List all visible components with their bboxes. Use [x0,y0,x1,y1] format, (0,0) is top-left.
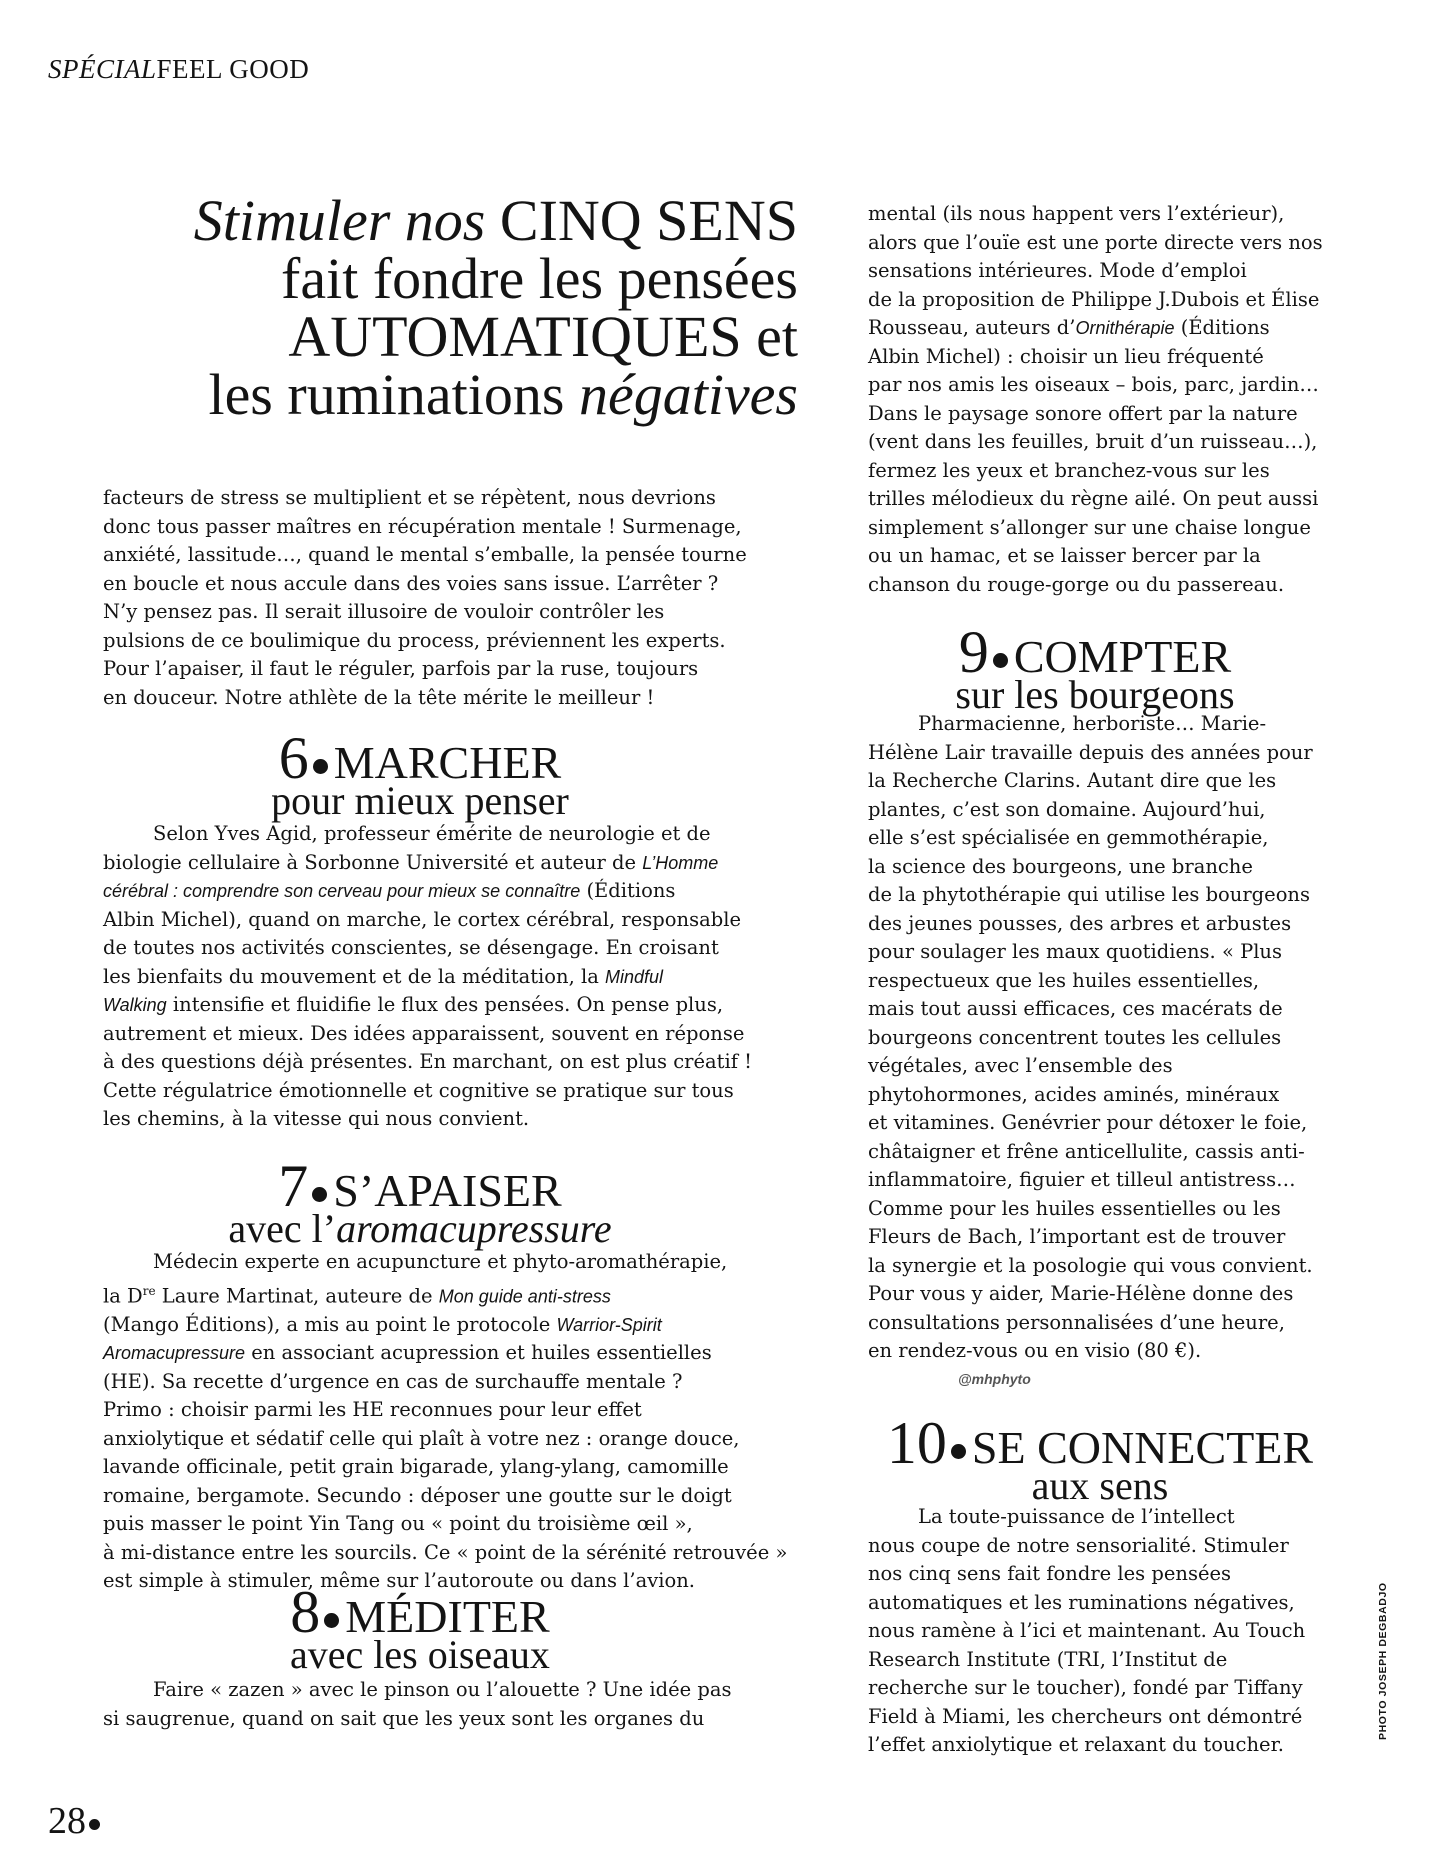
text-line: recherche sur le toucher), fondé par Tiffany [868,1676,1303,1699]
bullet-dot [313,759,328,774]
headline-part: fait fondre les pensées [281,246,798,311]
text-span: les bienfaits du mouvement et de la méditation, la [103,964,606,988]
section-subtitle-italic: aromacupressure [336,1206,612,1251]
page-number [48,1802,100,1840]
text-line: puis masser le point Yin Tang ou « point du troisième œil », [103,1512,693,1535]
section-subtitle: avec l’ [228,1206,337,1251]
section-title: MÉDITER [345,1591,550,1642]
text-line: châtaigner et frêne anticellulite, cassis anti- [868,1139,1305,1163]
text-line: plantes, c’est son domaine. Aujourd’hui, [868,797,1266,821]
section-number: 6 [278,725,309,791]
text-line: Faire « zazen » avec le pinson ou l’alouette ? Une idée pas [153,1678,732,1701]
text-span: (Éditions [580,879,676,902]
text-span: biologie cellulaire à Sorbonne Université et auteur de [103,850,643,874]
text-line: Pharmacienne, herboriste… Marie- [918,712,1267,735]
text-line: des jeunes pousses, des arbres et arbustes [868,911,1292,935]
photo-credit: PHOTO JOSEPH DEGBADJO [1377,1582,1389,1740]
text-line: de toutes nos activités conscientes, se désengage. En croisant [103,936,719,959]
text-line: Fleurs de Bach, l’important est de trouver [868,1225,1286,1248]
text-line: simplement s’allonger sur une chaise longue [868,515,1311,539]
text-line: (vent dans les feuilles, bruit d’un ruisseau…), [868,430,1318,453]
section-number: 8 [290,1579,321,1645]
text-line: nos cinq sens fait fondre les pensées [868,1562,1232,1585]
text-line: Research Institute (TRI, l’Institut de [868,1647,1228,1671]
text-line: de la proposition de Philippe J.Dubois et Élise [868,287,1320,311]
text-line: chanson du rouge-gorge ou du passereau. [868,572,1285,596]
text-span: (Mango Éditions), a mis au point le protocole [103,1312,557,1336]
text-line: et vitamines. Genévrier pour détoxer le foie, [868,1111,1308,1134]
running-header [48,54,309,85]
section-subtitle: sur les bourgeons [955,672,1235,717]
section-title: COMPTER [1013,631,1232,682]
text-line: fermez les yeux et branchez-vous sur les [868,458,1270,482]
text-line: Cette régulatrice émotionnelle et cognitive se pratique sur tous [103,1078,734,1102]
text-line: anxiolytique et sédatif celle qui plaît à votre nez : orange douce, [103,1426,740,1450]
text-line: pulsions de ce boulimique du process, préviennent les experts. [103,628,726,652]
section-title: SE CONNECTER [971,1422,1314,1473]
text-line: en boucle et nous accule dans des voies sans issue. L’arrêter ? [103,571,719,595]
text-line: ou un hamac, et se laisser bercer par la [868,544,1261,567]
section-7-body [103,1248,788,1596]
text-line: Hélène Lair travaille depuis des années pour [868,740,1313,764]
text-line: par nos amis les oiseaux – bois, parc, jardin… [868,373,1319,396]
text-line: automatiques et les ruminations négatives, [868,1590,1295,1614]
page-number-value: 28 [48,1800,86,1842]
text-line: la synergie et la posologie qui vous convient. [868,1253,1313,1277]
text-line: en douceur. Notre athlète de la tête mérite le meilleur ! [103,685,655,709]
text-span: la D [103,1284,143,1307]
book-title: cérébral : comprendre son cerveau pour mieux se connaître [103,881,581,901]
section-title: S’APAISER [333,1165,562,1216]
italic-term: Mindful [605,966,664,987]
text-line: La toute-puissance de l’intellect [918,1505,1235,1528]
text-line: romaine, bergamote. Secundo : déposer une goutte sur le doigt [103,1483,732,1507]
text-line: Field à Miami, les chercheurs ont démontré [868,1704,1303,1728]
bullet-dot [993,653,1008,668]
section-9-heading [895,619,1295,717]
section-10-heading [880,1410,1320,1508]
text-line: l’effet anxiolytique et relaxant du toucher. [868,1733,1284,1756]
headline-part: et [741,304,798,369]
text-line: facteurs de stress se multiplient et se répètent, nous devrions [103,486,716,509]
text-line: N’y pensez pas. Il serait illusoire de vouloir contrôler les [103,600,665,623]
book-title: Ornithérapie [1075,318,1175,338]
text-line: Pour l’apaiser, il faut le réguler, parfois par la ruse, toujours [103,657,699,680]
headline-part: les ruminations [208,362,579,427]
italic-term: Walking [103,995,167,1015]
header-section: FEEL GOOD [156,54,310,84]
text-line: inflammatoire, figuier et tilleul antistress… [868,1168,1296,1191]
headline-part: AUTOMATIQUES [288,304,742,369]
bullet-dot [89,1819,100,1830]
section-title: MARCHER [333,737,562,788]
text-line: est simple à stimuler, même sur l’autoroute ou dans l’avion. [103,1569,695,1592]
headline [100,188,798,427]
text-line: donc tous passer maîtres en récupération mentale ! Surmenage, [103,514,742,538]
text-span: Laure Martinat, auteure de [155,1284,439,1307]
text-span: (Éditions [1174,316,1270,339]
text-line: en rendez-vous ou en visio (80 €). [868,1339,1202,1362]
bullet-dot [312,1187,327,1202]
text-line: anxiété, lassitude…, quand le mental s’emballe, la pensée tourne [103,543,747,566]
section-9-body [868,710,1348,1366]
text-line: mental (ils nous happent vers l’extérieur), [868,202,1285,225]
headline-part: négatives [578,362,798,427]
text-line: végétales, avec l’ensemble des [868,1054,1173,1077]
text-line: nous ramène à l’ici et maintenant. Au Touch [868,1619,1306,1642]
text-line: Comme pour les huiles essentielles ou les [868,1196,1281,1220]
section-7-heading [60,1153,780,1251]
text-span: en associant acupression et huiles essentielles [245,1341,712,1364]
text-line: lavande officinale, petit grain bigarade, ylang-ylang, camomille [103,1455,729,1478]
text-line: alors que l’ouïe est une porte directe vers nos [868,230,1323,254]
bullet-dot [324,1613,339,1628]
book-title: Mon guide anti-stress [438,1286,611,1306]
book-title: L’Homme [642,852,719,873]
text-line: respectueux que les huiles essentielles, [868,968,1260,992]
text-line: Pour vous y aider, Marie-Hélène donne des [868,1282,1294,1305]
text-line: elle s’est spécialisée en gemmothérapie, [868,826,1269,849]
text-span: intensifie et fluidifie le flux des pensées. On pense plus, [166,993,724,1016]
text-line: de la phytothérapie qui utilise les bourgeons [868,883,1310,906]
header-special: SPÉCIAL [48,54,157,84]
italic-term: Aromacupressure [103,1343,246,1363]
text-line: la science des bourgeons, une branche [868,854,1253,878]
text-line: trilles mélodieux du règne ailé. On peut aussi [868,487,1319,510]
instagram-handle: @mhphyto [958,1371,1031,1387]
headline-part: CINQ SENS [499,188,798,253]
section-8-body-right [868,200,1348,599]
text-line: à mi-distance entre les sourcils. Ce « point de la sérénité retrouvée » [103,1540,788,1564]
text-line: Albin Michel) : choisir un lieu fréquenté [868,344,1264,368]
headline-part: Stimuler nos [193,188,500,253]
text-line: pour soulager les maux quotidiens. « Plus [868,940,1282,963]
text-line: nous coupe de notre sensorialité. Stimuler [868,1533,1289,1557]
section-number: 10 [886,1410,947,1476]
text-line: à des questions déjà présentes. En marchant, on est plus créatif ! [103,1050,752,1073]
text-line: mais tout aussi efficaces, ces macérats de [868,997,1283,1020]
italic-term: Warrior-Spirit [556,1314,662,1335]
bullet-dot [951,1444,966,1459]
section-6-heading [60,725,780,823]
text-line: bourgeons concentrent toutes les cellules [868,1025,1282,1049]
text-line: les chemins, à la vitesse qui nous convient. [103,1107,530,1130]
section-number: 9 [958,619,989,685]
section-10-body [868,1503,1348,1760]
superscript: re [142,1283,156,1298]
text-line: Albin Michel), quand on marche, le cortex cérébral, responsable [103,907,741,931]
text-line: si saugrenue, quand on sait que les yeux sont les organes du [103,1706,705,1730]
text-line: sensations intérieures. Mode d’emploi [868,259,1247,282]
section-subtitle: avec les oiseaux [290,1632,550,1677]
text-line: consultations personnalisées d’une heure, [868,1310,1285,1334]
section-number: 7 [278,1153,309,1219]
text-line: Primo : choisir parmi les HE reconnues pour leur effet [103,1398,642,1421]
section-8-body-left [103,1676,733,1733]
intro-paragraph [103,484,747,712]
text-line: Dans le paysage sonore offert par la nature [868,401,1298,425]
text-span: Rousseau, auteurs d’ [868,316,1076,339]
section-subtitle: pour mieux penser [271,778,569,823]
text-line: autrement et mieux. Des idées apparaissent, souvent en réponse [103,1021,745,1045]
section-subtitle: aux sens [1031,1463,1169,1508]
text-line: Médecin experte en acupuncture et phyto-aromathérapie, [153,1250,728,1273]
text-line: la Recherche Clarins. Autant dire que les [868,769,1277,792]
text-line: phytohormones, acides aminés, minéraux [868,1082,1280,1106]
text-line: (HE). Sa recette d’urgence en cas de surchauffe mentale ? [103,1369,683,1393]
text-line: Selon Yves Agid, professeur émérite de neurologie et de [153,822,711,845]
section-6-body [103,820,752,1134]
